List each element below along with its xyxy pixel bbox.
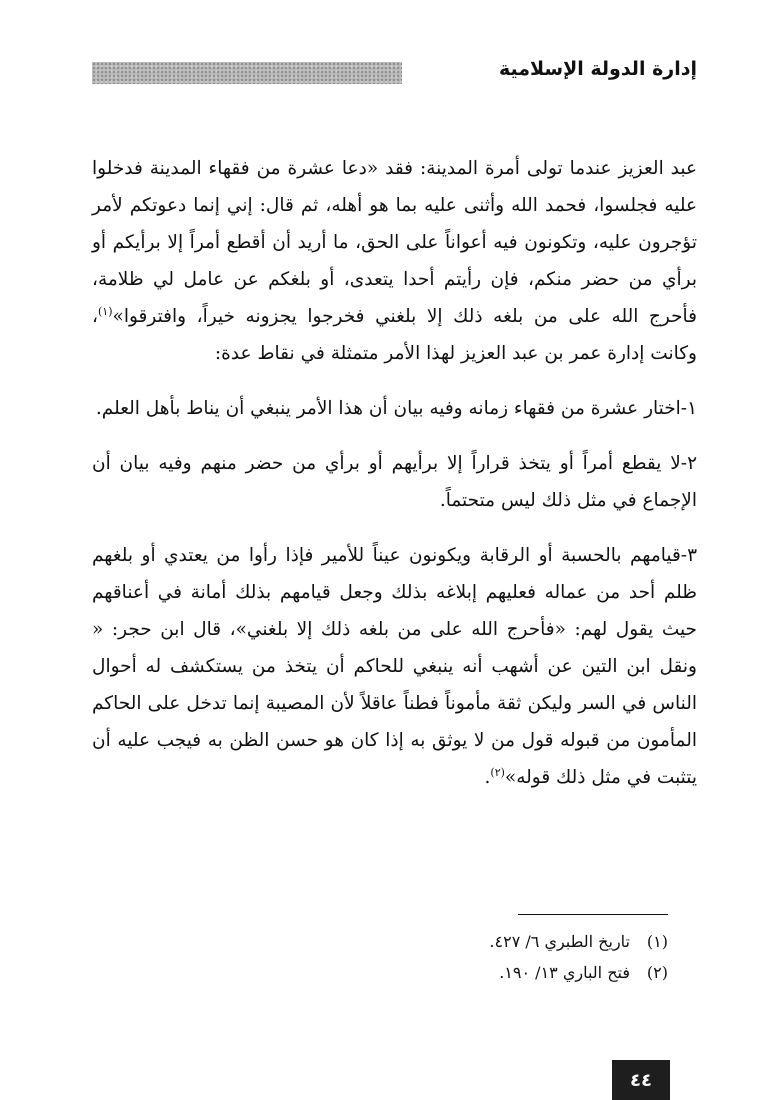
footnote-item	[368, 957, 668, 988]
paragraph-point-2	[92, 445, 697, 519]
paragraph-intro	[92, 150, 697, 372]
footnotes	[368, 926, 668, 988]
footnote-text: فتح الباري ١٣/ ١٩٠.	[499, 963, 630, 982]
footnote-text: تاريخ الطبري ٦/ ٤٢٧.	[489, 932, 630, 951]
running-header	[92, 56, 697, 92]
paragraph-text: ١-اختار عشرة من فقهاء زمانه وفيه بيان أن هذا الأمر ينبغي أن يناط بأهل العلم.	[95, 398, 697, 419]
paragraph-text-continued: .	[484, 767, 491, 788]
page-number: ٤٤	[630, 1069, 652, 1091]
footnote-ref: (٢)	[490, 765, 505, 779]
footnote-number: (١)	[646, 932, 668, 951]
header-title: إدارة الدولة الإسلامية	[498, 58, 697, 80]
header-decorative-band	[92, 62, 402, 84]
footnote-ref: (١)	[97, 304, 113, 318]
paragraph-text-continued: ، وكانت إدارة عمر بن عبد العزيز لهذا الأمر متمثلة في نقاط عدة:	[92, 306, 697, 364]
paragraph-point-3	[92, 537, 697, 796]
page-number-box	[612, 1060, 670, 1100]
paragraph-text: ٣-قيامهم بالحسبة أو الرقابة ويكونون عيناً للأمير فإذا رأوا من يعتدي أو بلغهم ظلم أحد من عماله فعليهم إبلاغه بذلك وجعل قيامهم بذلك أمانة في أعناقهم حيث يقول لهم: «فأحرج الله على من بلغه ذلك إلا بلغني»، قال ابن حجر: « ونقل ابن التين عن أشهب أنه ينبغي للحاكم أن يتخذ من يستكشف له أحوال الناس في السر وليكن ثقة مأموناً فطناً عاقلاً لأن المصيبة إنما تدخل على الحاكم المأمون من قبوله قول من لا يوثق به إذا كان هو حسن الظن به فيجب عليه أن يتثبت في مثل ذلك قوله»	[92, 545, 697, 788]
paragraph-text: عبد العزيز عندما تولى أمرة المدينة: فقد «دعا عشرة من فقهاء المدينة فدخلوا عليه فجلسوا، فحمد الله وأثنى عليه بما هو أهله، ثم قال: إني إنما دعوتكم لأمر تؤجرون عليه، وتكونون فيه أعواناً على الحق، ما أريد أن أقطع أمراً إلا برأيكم أو برأي من حضر منكم، فإن رأيتم أحدا يتعدى، أو بلغكم عن عامل لي ظلامة، فأحرج الله على من بلغه ذلك إلا بلغني فخرجوا يجزونه خيراً، وافترقوا»	[92, 158, 697, 327]
footnote-item	[368, 926, 668, 957]
paragraph-text: ٢-لا يقطع أمراً أو يتخذ قراراً إلا برأيهم أو برأي من حضر منهم وفيه بيان أن الإجماع في مثل ذلك ليس متحتماً.	[92, 453, 697, 511]
footnote-separator	[518, 914, 668, 915]
footnote-number: (٢)	[646, 963, 668, 982]
main-text	[92, 150, 697, 796]
paragraph-point-1	[92, 390, 697, 427]
